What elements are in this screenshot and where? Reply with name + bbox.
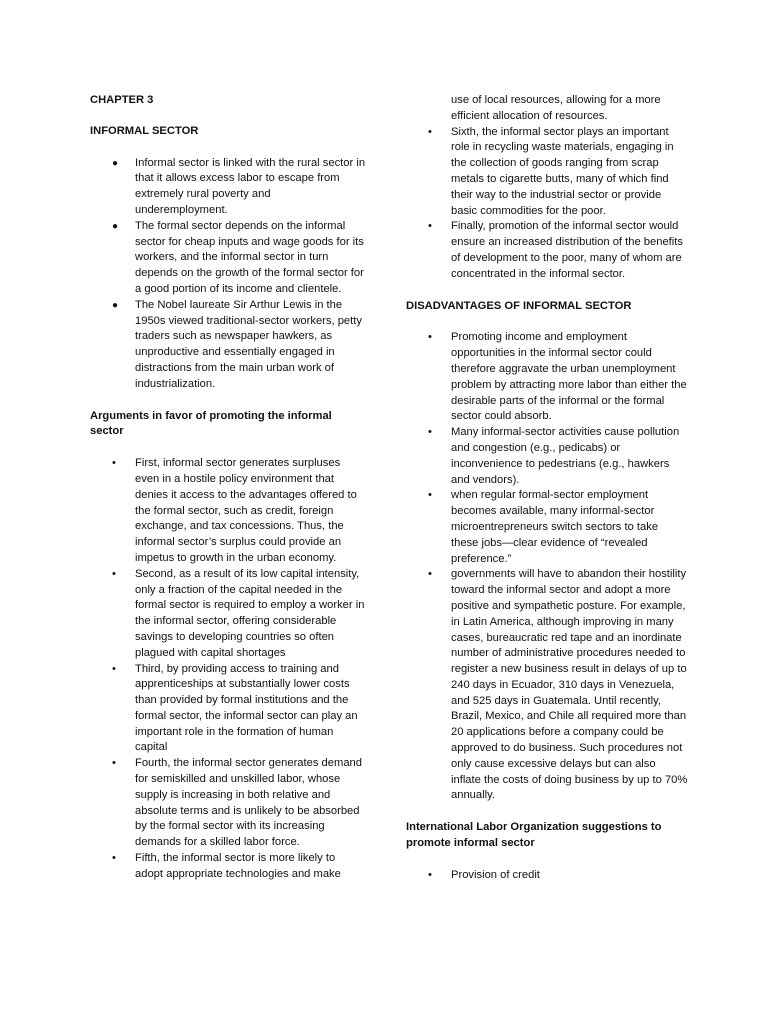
- arguments-heading: Arguments in favor of promoting the informal sector: [90, 409, 332, 438]
- list-item-text: First, informal sector generates surpluses even in a hostile policy environment that denies it access to the advantages offered to the formal sector, such as credit, foreign exchange, and tax concessions. Thus, the informal sector’s surplus could provide an impetus to growth in the urban economy.: [135, 457, 357, 564]
- intro-bullet-list: [90, 156, 366, 393]
- list-item-text: The Nobel laureate Sir Arthur Lewis in the 1950s viewed traditional-sector workers, petty traders such as newspaper hawkers, as unproductive and essentially engaged in distractions from the main urban work of industrialization.: [135, 298, 362, 390]
- list-item: [406, 219, 688, 282]
- list-item: [90, 851, 366, 883]
- list-item: [90, 456, 366, 567]
- bullet-icon: •: [112, 567, 116, 580]
- arguments-more-list: [406, 125, 688, 283]
- list-item-text: Promoting income and employment opportunities in the informal sector could therefore aggravate the urban unemployment problem by attracting more labor than either the desirable parts of the informal or the formal sector could absorb.: [451, 331, 687, 423]
- chapter-title: CHAPTER 3: [90, 94, 154, 106]
- list-item-text: Fifth, the informal sector is more likely to adopt appropriate technologies and make: [135, 852, 341, 880]
- list-item: [406, 330, 688, 425]
- right-column: [406, 93, 688, 884]
- bullet-icon: •: [112, 662, 116, 675]
- list-item: [90, 756, 366, 851]
- disadvantages-list: [406, 330, 688, 804]
- list-item: [406, 425, 688, 488]
- bullet-icon: •: [112, 457, 116, 470]
- list-item: [90, 567, 366, 662]
- list-item: [406, 868, 688, 884]
- list-item-text: governments will have to abandon their hostility toward the informal sector and adopt a more positive and sympathetic posture. For example, in Latin America, although improving in many cases, bureaucratic red tape and an inordinate number of administrative procedures needed to register a new business result in delays of up to 240 days in Ecuador, 310 days in Venezuela, and 525 days in Guatemala. Until recently, Brazil, Mexico, and Chile all required more than 20 applications before a company could be approved to do business. Such procedures not only cause excessive delays but can also inflate the costs of doing business by up to 70% annually.: [451, 568, 688, 802]
- list-item-text: when regular formal-sector employment becomes available, many informal-sector microentrepreneurs switch sectors to take these jobs—clear evidence of “revealed preference.”: [451, 489, 659, 565]
- list-item-text: Provision of credit: [451, 868, 540, 881]
- ilo-list: [406, 868, 688, 884]
- list-item-text: Sixth, the informal sector plays an important role in recycling waste materials, engaging in the collection of goods ranging from scrap metals to cigarette butts, many of which find their way to the industrial sector or provide basic commodities for the poor.: [451, 125, 674, 217]
- arguments-list: [90, 456, 366, 883]
- bullet-icon: •: [428, 331, 432, 344]
- disadvantages-heading: DISADVANTAGES OF INFORMAL SECTOR: [406, 299, 632, 312]
- left-column: [90, 93, 366, 883]
- bullet-icon: ●: [112, 299, 119, 311]
- bullet-icon: •: [428, 868, 432, 881]
- bullet-icon: •: [428, 220, 432, 233]
- list-item: [406, 125, 688, 220]
- bullet-icon: •: [428, 489, 432, 502]
- bullet-icon: •: [112, 852, 116, 865]
- list-item-text: Informal sector is linked with the rural sector in that it allows excess labor to escape from extremely rural poverty and underemployment.: [135, 156, 366, 216]
- bullet-icon: •: [112, 757, 116, 770]
- list-item: [90, 298, 366, 393]
- bullet-icon: ●: [112, 157, 119, 169]
- list-item: [90, 156, 366, 219]
- list-item-text: Many informal-sector activities cause pollution and congestion (e.g., pedicabs) or inconvenience to pedestrians (e.g., hawkers and vendors).: [451, 426, 680, 486]
- ilo-heading: International Labor Organization suggestions to promote informal sector: [406, 821, 662, 850]
- list-item: [406, 567, 688, 804]
- continued-text: use of local resources, allowing for a more efficient allocation of resources.: [451, 94, 661, 122]
- list-item-text: Third, by providing access to training and apprenticeships at substantially lower costs than provided by formal institutions and the formal sector, the informal sector can play an important role in the formation of human capital: [135, 662, 358, 754]
- list-item-text: The formal sector depends on the informal sector for cheap inputs and wage goods for its workers, and the informal sector in turn depends on the growth of the formal sector for a good portion of its income and clientele.: [135, 219, 364, 295]
- section-title: INFORMAL SECTOR: [90, 124, 199, 137]
- list-item: [406, 488, 688, 567]
- list-item-text: Second, as a result of its low capital intensity, only a fraction of the capital needed in the formal sector is required to employ a worker in the informal sector, offering considerable savings to developing countries so often plagued with capital shortages: [135, 567, 365, 659]
- bullet-icon: •: [428, 426, 432, 439]
- list-item-text: Fourth, the informal sector generates demand for semiskilled and unskilled labor, whose supply is increasing in both relative and absolute terms and is unlikely to be absorbed by the formal sector with its increasing demands for a skilled labor force.: [135, 757, 362, 849]
- list-item-text: Finally, promotion of the informal sector would ensure an increased distribution of the benefits of development to the poor, many of whom are concentrated in the informal sector.: [451, 220, 683, 280]
- bullet-icon: •: [428, 568, 432, 581]
- bullet-icon: ●: [112, 220, 119, 232]
- list-item: [90, 662, 366, 757]
- list-item: [90, 219, 366, 298]
- bullet-icon: •: [428, 125, 432, 138]
